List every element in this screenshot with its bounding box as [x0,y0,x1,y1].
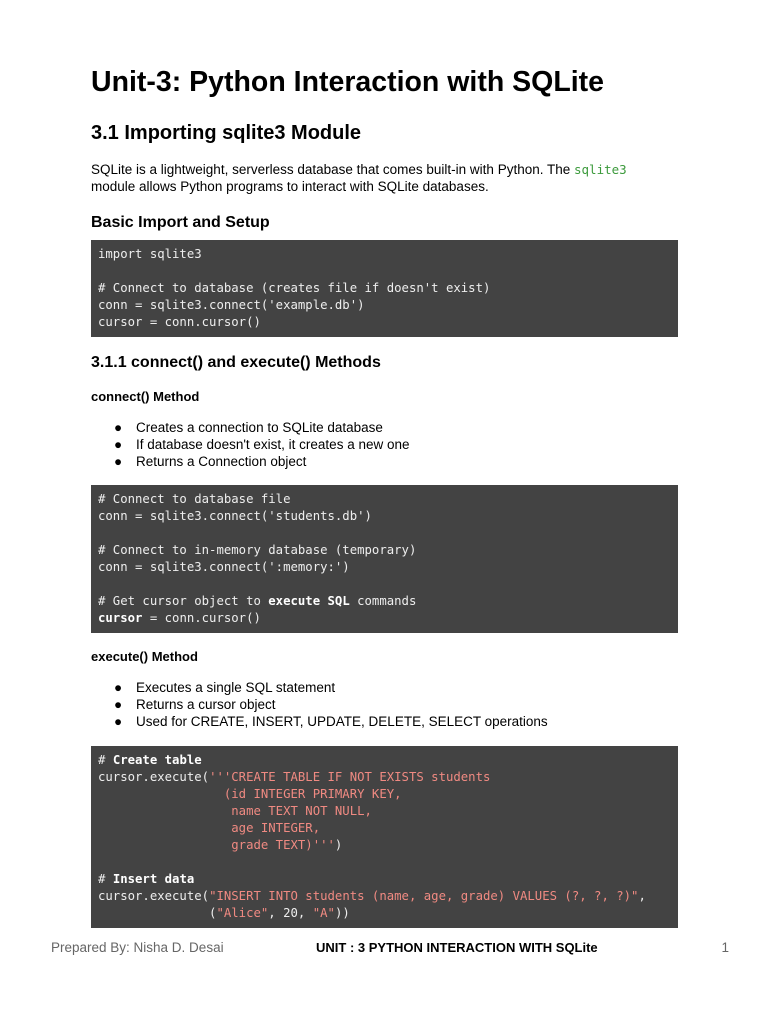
code-line: grade TEXT)''') [98,838,343,852]
document-page [91,62,678,928]
footer-unit-title: UNIT : 3 PYTHON INTERACTION WITH SQLite [316,940,598,955]
list-item: ● Executes a single SQL statement [114,680,336,695]
code-line: conn = sqlite3.connect('students.db') [98,509,372,523]
code-line: # Connect to database (creates file if doesn't exist) [98,281,491,295]
code-line: cursor.execute("INSERT INTO students (name, age, grade) VALUES (?, ?, ?)", [98,889,646,903]
list-item: ● Creates a connection to SQLite database [114,420,383,435]
code-line: (id INTEGER PRIMARY KEY, [98,787,402,801]
code-line: # Get cursor object to execute SQL commands [98,594,417,608]
code-line: # Connect to in-memory database (temporary) [98,543,417,557]
list-item: ● Returns a cursor object [114,697,276,712]
code-line: name TEXT NOT NULL, [98,804,372,818]
code-block-basic [91,240,678,337]
page-number: 1 [721,940,729,955]
code-block-connect [91,485,678,633]
code-block-execute [91,746,678,928]
subsection-heading: 3.1.1 connect() and execute() Methods [91,354,381,371]
page-footer [0,940,768,958]
code-line: # Create table [98,753,202,767]
section-heading: 3.1 Importing sqlite3 Module [91,122,362,144]
basic-import-heading: Basic Import and Setup [91,214,270,231]
intro-text: SQLite is a lightweight, serverless database that comes built-in with Python. The [91,162,574,177]
code-line: cursor.execute('''CREATE TABLE IF NOT EXISTS students [98,770,491,784]
code-line: # Insert data [98,872,195,886]
inline-code-sqlite3: sqlite3 [574,162,627,177]
code-line: import sqlite3 [98,247,202,261]
execute-heading: execute() Method [91,649,198,664]
code-line: # Connect to database file [98,492,291,506]
list-item: ● If database doesn't exist, it creates a new one [114,437,410,452]
connect-bullet-list [91,419,678,470]
intro-paragraph [91,161,678,195]
connect-heading: connect() Method [91,389,200,404]
list-item: ● Used for CREATE, INSERT, UPDATE, DELETE, SELECT operations [114,714,548,729]
code-line: age INTEGER, [98,821,321,835]
execute-bullet-list [91,679,678,730]
page-title: Unit-3: Python Interaction with SQLite [91,66,604,98]
list-item: ● Returns a Connection object [114,454,307,469]
intro-text-line2: module allows Python programs to interact with SQLite databases. [91,179,489,194]
code-line: cursor = conn.cursor() [98,611,261,625]
code-line: conn = sqlite3.connect('example.db') [98,298,365,312]
code-line: conn = sqlite3.connect(':memory:') [98,560,350,574]
code-line: cursor = conn.cursor() [98,315,261,329]
footer-author: Prepared By: Nisha D. Desai [51,940,224,955]
code-line: ("Alice", 20, "A")) [98,906,350,920]
